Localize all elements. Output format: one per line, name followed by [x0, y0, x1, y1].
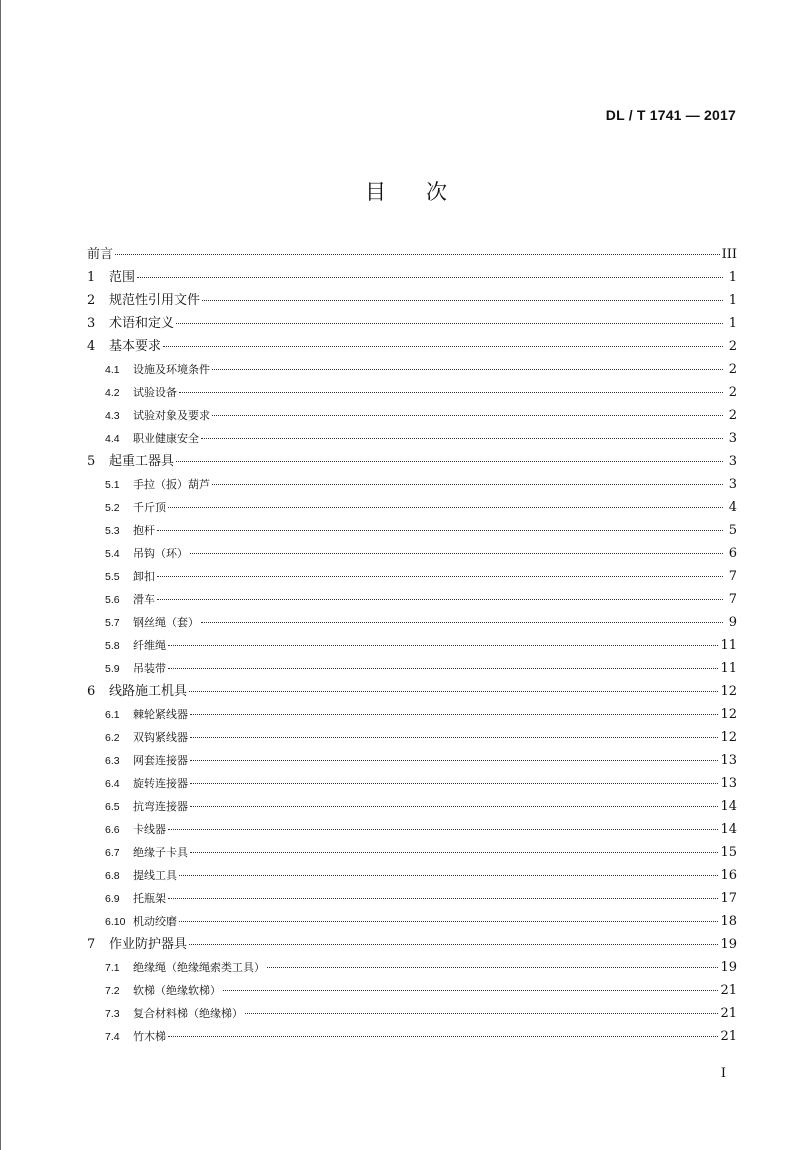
page-number: I	[720, 1066, 726, 1081]
toc-entry-label: 千斤顶	[133, 501, 166, 514]
toc-entry-number: 7.4	[105, 1031, 120, 1043]
toc-entry-label: 纤维绳	[133, 639, 166, 652]
toc-entry-page: III	[721, 247, 737, 262]
toc-entry-label: 职业健康安全	[133, 432, 199, 445]
dot-leader	[168, 829, 718, 830]
toc-entry-page: 2	[728, 385, 737, 400]
dot-leader	[163, 346, 723, 347]
dot-leader	[157, 530, 723, 531]
toc-entry-label: 抗弯连接器	[133, 800, 188, 813]
dot-leader	[223, 990, 718, 991]
toc-entry[interactable]	[87, 818, 737, 841]
toc-entry[interactable]	[87, 312, 737, 335]
dot-leader	[190, 714, 718, 715]
toc-entry-number: 5.1	[105, 479, 120, 491]
toc-entry[interactable]	[87, 588, 737, 611]
toc-entry-page: 4	[728, 500, 737, 515]
toc-entry-page: 5	[728, 523, 737, 538]
toc-entry-label: 复合材料梯（绝缘梯）	[133, 1007, 243, 1020]
toc-entry-page: 11	[720, 661, 737, 676]
toc-entry-number: 1	[87, 270, 96, 285]
toc-entry[interactable]	[87, 450, 737, 473]
dot-leader	[190, 553, 723, 554]
toc-entry-number: 6.4	[105, 778, 120, 790]
toc-entry[interactable]	[87, 910, 737, 933]
toc-entry-page: 3	[728, 431, 737, 446]
toc-entry-label: 绝缘绳（绝缘绳索类工具）	[133, 961, 265, 974]
toc-entry-label: 试验设备	[133, 386, 177, 399]
dot-leader	[202, 300, 723, 301]
dot-leader	[190, 852, 718, 853]
dot-leader	[179, 392, 723, 393]
toc-entry[interactable]	[87, 979, 737, 1002]
toc-entry-page: 19	[720, 937, 737, 952]
toc-entry-page: 16	[720, 868, 737, 883]
toc-entry[interactable]	[87, 726, 737, 749]
toc-entry-label: 卸扣	[133, 570, 155, 583]
toc-entry-label: 提线工具	[133, 869, 177, 882]
toc-entry-page: 18	[720, 914, 737, 929]
dot-leader	[189, 691, 718, 692]
toc-entry[interactable]	[87, 335, 737, 358]
toc-entry-number: 7.1	[105, 962, 120, 974]
toc-entry-page: 7	[728, 569, 737, 584]
toc-entry-number: 5.9	[105, 663, 120, 675]
dot-leader	[168, 507, 723, 508]
toc-entry-number: 7.3	[105, 1008, 120, 1020]
toc-entry-number: 4.2	[105, 387, 120, 399]
toc-entry[interactable]	[87, 956, 737, 979]
toc-entry-label: 绝缘子卡具	[133, 846, 188, 859]
toc-entry[interactable]	[87, 749, 737, 772]
toc-entry-number: 5.7	[105, 617, 120, 629]
dot-leader	[267, 967, 718, 968]
toc-entry-number: 6.2	[105, 732, 120, 744]
toc-entry-label: 滑车	[133, 593, 155, 606]
dot-leader	[157, 599, 723, 600]
toc-entry-label: 机动绞磨	[133, 915, 177, 928]
toc-entry-label: 卡线器	[133, 823, 166, 836]
toc-entry-number: 4.1	[105, 364, 120, 376]
toc-entry[interactable]	[87, 864, 737, 887]
toc-entry-label: 抱杆	[133, 524, 155, 537]
toc-entry-label: 棘轮紧线器	[133, 708, 188, 721]
toc-entry-page: 11	[720, 638, 737, 653]
toc-entry[interactable]	[87, 657, 737, 680]
dot-leader	[176, 323, 723, 324]
toc-entry[interactable]	[87, 1002, 737, 1025]
dot-leader	[190, 737, 718, 738]
toc-entry-label: 基本要求	[109, 339, 162, 354]
toc-entry[interactable]	[87, 933, 737, 956]
dot-leader	[168, 645, 718, 646]
toc-entry-number: 6.3	[105, 755, 120, 767]
toc-entry[interactable]	[87, 404, 737, 427]
dot-leader	[179, 921, 718, 922]
toc-entry-number: 3	[87, 316, 96, 331]
toc-entry-page: 3	[728, 477, 737, 492]
toc-entry-page: 2	[728, 339, 737, 354]
toc-entry-number: 5.8	[105, 640, 120, 652]
toc-entry-label: 手拉（扳）葫芦	[133, 478, 210, 491]
toc-entry[interactable]	[87, 496, 737, 519]
toc-entry-number: 4	[87, 339, 96, 354]
dot-leader	[179, 875, 718, 876]
document-code: DL / T 1741 — 2017	[605, 107, 736, 123]
toc-entry[interactable]	[87, 887, 737, 910]
toc-entry-label: 软梯（绝缘软梯）	[133, 984, 221, 997]
toc-entry-label: 起重工器具	[109, 454, 175, 469]
toc-entry[interactable]	[87, 680, 737, 703]
toc-entry-number: 2	[87, 293, 96, 308]
toc-entry-page: 13	[720, 776, 737, 791]
dot-leader	[245, 1013, 718, 1014]
toc-entry-page: 2	[728, 408, 737, 423]
page-edge-rule	[0, 0, 1, 1150]
toc-entry-page: 12	[720, 707, 737, 722]
toc-entry-number: 6.8	[105, 870, 120, 882]
dot-leader	[157, 576, 723, 577]
toc-entry[interactable]	[87, 266, 737, 289]
toc-entry[interactable]	[87, 358, 737, 381]
toc-entry-label: 前言	[87, 247, 114, 262]
toc-entry-number: 5.5	[105, 571, 120, 583]
toc-entry-page: 12	[720, 684, 737, 699]
page-title: 目次	[365, 180, 487, 204]
toc-entry-label: 网套连接器	[133, 754, 188, 767]
dot-leader	[168, 1036, 718, 1037]
dot-leader	[189, 944, 718, 945]
toc-entry[interactable]	[87, 565, 737, 588]
toc-entry-label: 双钩紧线器	[133, 731, 188, 744]
toc-entry-number: 4.3	[105, 410, 120, 422]
toc-entry-page: 14	[720, 822, 737, 837]
toc-entry-page: 14	[720, 799, 737, 814]
toc-entry-page: 21	[720, 1006, 737, 1021]
toc-entry[interactable]	[87, 841, 737, 864]
toc-entry-label: 竹木梯	[133, 1030, 166, 1043]
toc-entry-page: 3	[728, 454, 737, 469]
toc-entry[interactable]	[87, 1025, 737, 1048]
toc-entry-page: 12	[720, 730, 737, 745]
toc-entry-page: 21	[720, 983, 737, 998]
toc-entry-label: 钢丝绳（套）	[133, 616, 199, 629]
dot-leader	[212, 369, 723, 370]
toc-entry-label: 设施及环境条件	[133, 363, 210, 376]
toc-entry-label: 线路施工机具	[109, 684, 188, 699]
toc-entry-number: 7.2	[105, 985, 120, 997]
toc-entry[interactable]	[87, 243, 737, 266]
toc-entry-number: 6.7	[105, 847, 120, 859]
toc-entry-label: 范围	[109, 270, 136, 285]
dot-leader	[190, 806, 718, 807]
toc-entry-page: 2	[728, 362, 737, 377]
toc-entry-label: 托瓶架	[133, 892, 166, 905]
toc-entry[interactable]	[87, 289, 737, 312]
dot-leader	[190, 760, 718, 761]
dot-leader	[201, 438, 723, 439]
toc-entry-label: 规范性引用文件	[109, 293, 201, 308]
dot-leader	[168, 668, 718, 669]
dot-leader	[212, 415, 723, 416]
toc-entry-number: 4.4	[105, 433, 120, 445]
toc-entry-page: 1	[728, 316, 737, 331]
dot-leader	[201, 622, 723, 623]
toc-entry-number: 5.4	[105, 548, 120, 560]
toc-entry[interactable]	[87, 519, 737, 542]
toc-entry-page: 1	[728, 270, 737, 285]
toc-entry-number: 5.2	[105, 502, 120, 514]
toc-entry-label: 吊钩（环）	[133, 547, 188, 560]
toc-entry-page: 6	[728, 546, 737, 561]
dot-leader	[190, 783, 718, 784]
dot-leader	[212, 484, 723, 485]
toc-entry[interactable]	[87, 542, 737, 565]
table-of-contents	[87, 243, 737, 1048]
toc-entry-number: 5.6	[105, 594, 120, 606]
dot-leader	[168, 898, 718, 899]
toc-entry-number: 6.10	[105, 916, 126, 928]
toc-entry-number: 7	[87, 937, 96, 952]
toc-entry-number: 6	[87, 684, 96, 699]
toc-entry-number: 6.6	[105, 824, 120, 836]
toc-entry[interactable]	[87, 473, 737, 496]
dot-leader	[176, 461, 723, 462]
toc-entry-label: 术语和定义	[109, 316, 175, 331]
toc-entry[interactable]	[87, 634, 737, 657]
dot-leader	[137, 277, 723, 278]
toc-entry[interactable]	[87, 427, 737, 450]
toc-entry[interactable]	[87, 772, 737, 795]
toc-entry-number: 5.3	[105, 525, 120, 537]
toc-entry-label: 作业防护器具	[109, 937, 188, 952]
toc-entry-number: 6.5	[105, 801, 120, 813]
toc-entry[interactable]	[87, 611, 737, 634]
toc-entry-label: 吊装带	[133, 662, 166, 675]
toc-entry-page: 19	[720, 960, 737, 975]
toc-entry-page: 15	[720, 845, 737, 860]
toc-entry-page: 1	[728, 293, 737, 308]
toc-entry[interactable]	[87, 381, 737, 404]
toc-entry-page: 17	[720, 891, 737, 906]
toc-entry-number: 6.1	[105, 709, 120, 721]
toc-entry-number: 5	[87, 454, 96, 469]
toc-entry-page: 21	[720, 1029, 737, 1044]
toc-entry[interactable]	[87, 795, 737, 818]
toc-entry-page: 13	[720, 753, 737, 768]
toc-entry[interactable]	[87, 703, 737, 726]
toc-entry-label: 旋转连接器	[133, 777, 188, 790]
toc-entry-page: 9	[728, 615, 737, 630]
toc-entry-page: 7	[728, 592, 737, 607]
toc-entry-label: 试验对象及要求	[133, 409, 210, 422]
toc-entry-number: 6.9	[105, 893, 120, 905]
dot-leader	[115, 254, 720, 255]
